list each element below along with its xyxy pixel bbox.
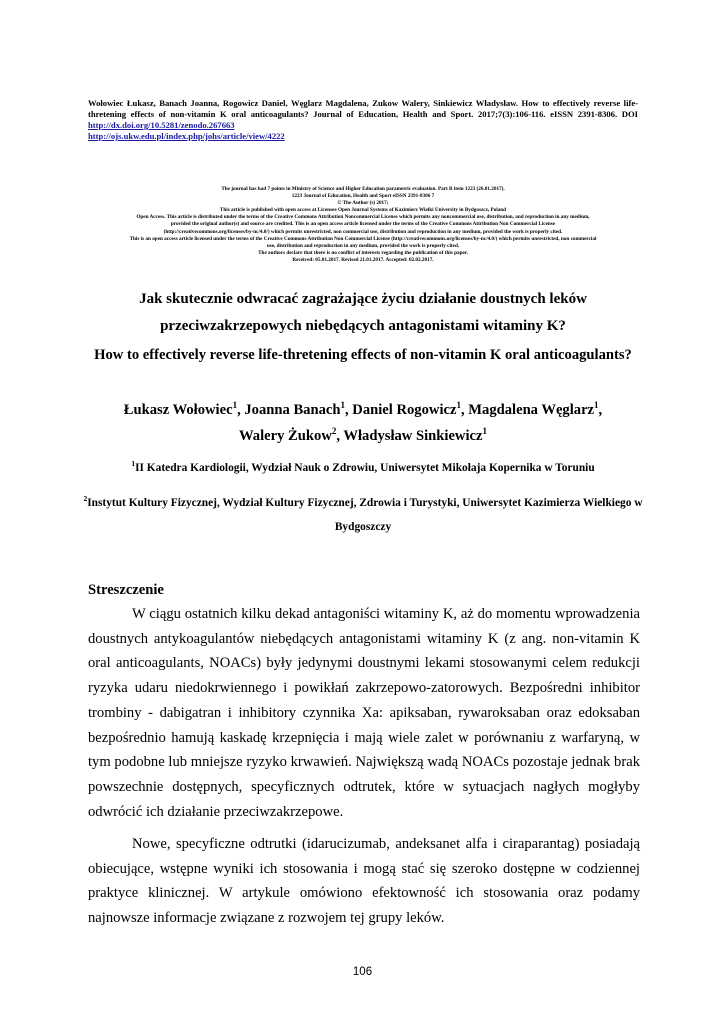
license-line: This article is published with open access at Licensee Open Journal Systems of Kazimierz Wielki University in Bydgoszcz, Poland	[219, 207, 507, 214]
author-affiliation-mark: 1	[340, 400, 345, 411]
author-list: Łukasz Wołowiec$^1$, Joanna Banach$^1$, Daniel Rogowicz$^1$, Magdalena Węglarz$^1$, Walery Żukow$^2$, Władysław Sinkiewicz$^1$	[123, 400, 603, 444]
author-affiliation-mark: 1	[594, 400, 599, 411]
abstract-paragraph: W ciągu ostatnich kilku dekad antagoniści witaminy K, aż do momentu wprowadzenia doustnych antykoagulantów niebędących antagonistami witaminy K (z ang. non-vitamin K oral anticoagulants, NOACs) były jedynymi doustnymi lekami stosowanymi celem redukcji ryzyka udaru niedokrwiennego i powikłań zakrzepowo-zatorowych. Bezpośredni inhibitor trombiny - dabigatran i inhibitory czynnika Xa: apiksaban, rywaroksaban oraz edoksaban bezpośrednio hamują kaskadę krzepnięcia i mają wiele zalet w porównaniu z warfaryną, w tym podobne lub mniejsze ryzyko krwawień. Największą wadą NOACs pozostaje jednak brak powszechnie dostępnych, specyficznych odtrutek, które w sytuacjach nagłych mogłyby odwrócić ich działanie przeciwzakrzepowe.	[88, 606, 640, 820]
affiliation-number: 1	[131, 459, 136, 469]
author-affiliation-mark: 1	[456, 400, 461, 411]
page-number: 106	[352, 966, 373, 978]
doi-link[interactable]: http://dx.doi.org/10.5281/zenodo.267663	[88, 120, 235, 130]
journal-link[interactable]: http://ojs.ukw.edu.pl/index.php/johs/article/view/4222	[88, 131, 285, 141]
affiliation-text: Instytut Kultury Fizycznej, Wydział Kultury Fizycznej, Zdrowia i Turystyki, Uniwersytet Kazimierza Wielkiego w Bydgoszczy	[87, 497, 643, 533]
license-line: © The Author (s) 2017;	[337, 200, 389, 207]
license-line: (http://creativecommons.org/licenses/by-nc/4.0/) which permits unrestricted, non commercial use, distribution and reproduction in any medium, provided the work is properly cited.	[163, 228, 563, 235]
license-block	[80, 186, 646, 264]
author-name: Joanna Banach	[244, 402, 341, 418]
license-line: provided the original author(s) and source are credited. This is an open access article licensed under the terms of the Creative Commons Attribution Non Commercial License	[170, 221, 556, 228]
affiliation-number: 2	[83, 494, 88, 504]
author-affiliation-mark: 1	[232, 400, 238, 411]
affiliation-text: II Katedra Kardiologii, Wydział Nauk o Zdrowiu, Uniwersytet Mikołaja Kopernika w Toruniu	[135, 462, 595, 474]
author-name: Daniel Rogowicz	[352, 402, 457, 418]
title-polish: Jak skutecznie odwracać zagrażające życiu działanie doustnych leków przeciwzakrzepowych niebędących antagonistami witaminy K?	[139, 291, 587, 334]
license-line: 1223 Journal of Education, Health and Sport eISSN 2391-8306 7	[291, 193, 435, 200]
affiliation-1	[80, 460, 646, 476]
abstract-heading: Streszczenie	[88, 582, 164, 598]
license-line: use, distribution and reproduction in any medium, provided the work is properly cited.	[266, 242, 460, 249]
title-english: How to effectively reverse life-thretening effects of non-vitamin K oral anticoagulants?	[94, 347, 632, 363]
author-affiliation-mark: 2	[331, 426, 337, 437]
author-affiliation-mark: 1	[482, 426, 487, 437]
license-line: The authors declare that there is no conflict of interests regarding the publication of this paper.	[258, 249, 468, 256]
license-line: This is an open access article licensed under the terms of the Creative Commons Attribution Non Commercial License (http://creativecommons.org/licenses/by-nc/4.0/) which permits unrestricted, non commercial	[129, 235, 597, 242]
affiliation-2	[80, 491, 646, 539]
license-line: The journal has had 7 points in Ministry of Science and Higher Education parametric evaluation. Part B item 1223 (26.01.2017).	[221, 186, 505, 192]
license-line: Received: 05.01.2017. Revised 21.01.2017. Accepted: 02.02.2017.	[292, 256, 434, 263]
author-name: Łukasz Wołowiec	[123, 402, 233, 418]
license-line: Open Access. This article is distributed under the terms of the Creative Commons Attribution Noncommercial License which permits any noncommercial use, distribution, and reproduction in any medium,	[136, 214, 590, 221]
citation-block	[88, 98, 638, 142]
author-name: Władysław Sinkiewicz	[343, 428, 483, 444]
author-name: Walery Żukow	[239, 428, 332, 444]
author-name: Magdalena Węglarz	[468, 402, 595, 418]
citation-text: Wołowiec Łukasz, Banach Joanna, Rogowicz Daniel, Węglarz Magdalena, Zukow Walery, Sinkiewicz Władysław. How to effectively reverse life-thretening effects of non-vitamin K oral anticoagulants? Journal of Education, Health and Sport. 2017;7(3):106-116. eISSN 2391-8306. DOI	[88, 98, 638, 119]
abstract-paragraph: Nowe, specyficzne odtrutki (idarucizumab, andeksanet alfa i ciraparantag) posiadają obiecujące, wstępne wyniki ich stosowania i mogą stać się szeroko dostępne w codziennej praktyce klinicznej. W artykule omówiono efektowność ich stosowania oraz podamy najnowsze informacje związane z rozwojem tej grupy leków.	[88, 836, 640, 927]
